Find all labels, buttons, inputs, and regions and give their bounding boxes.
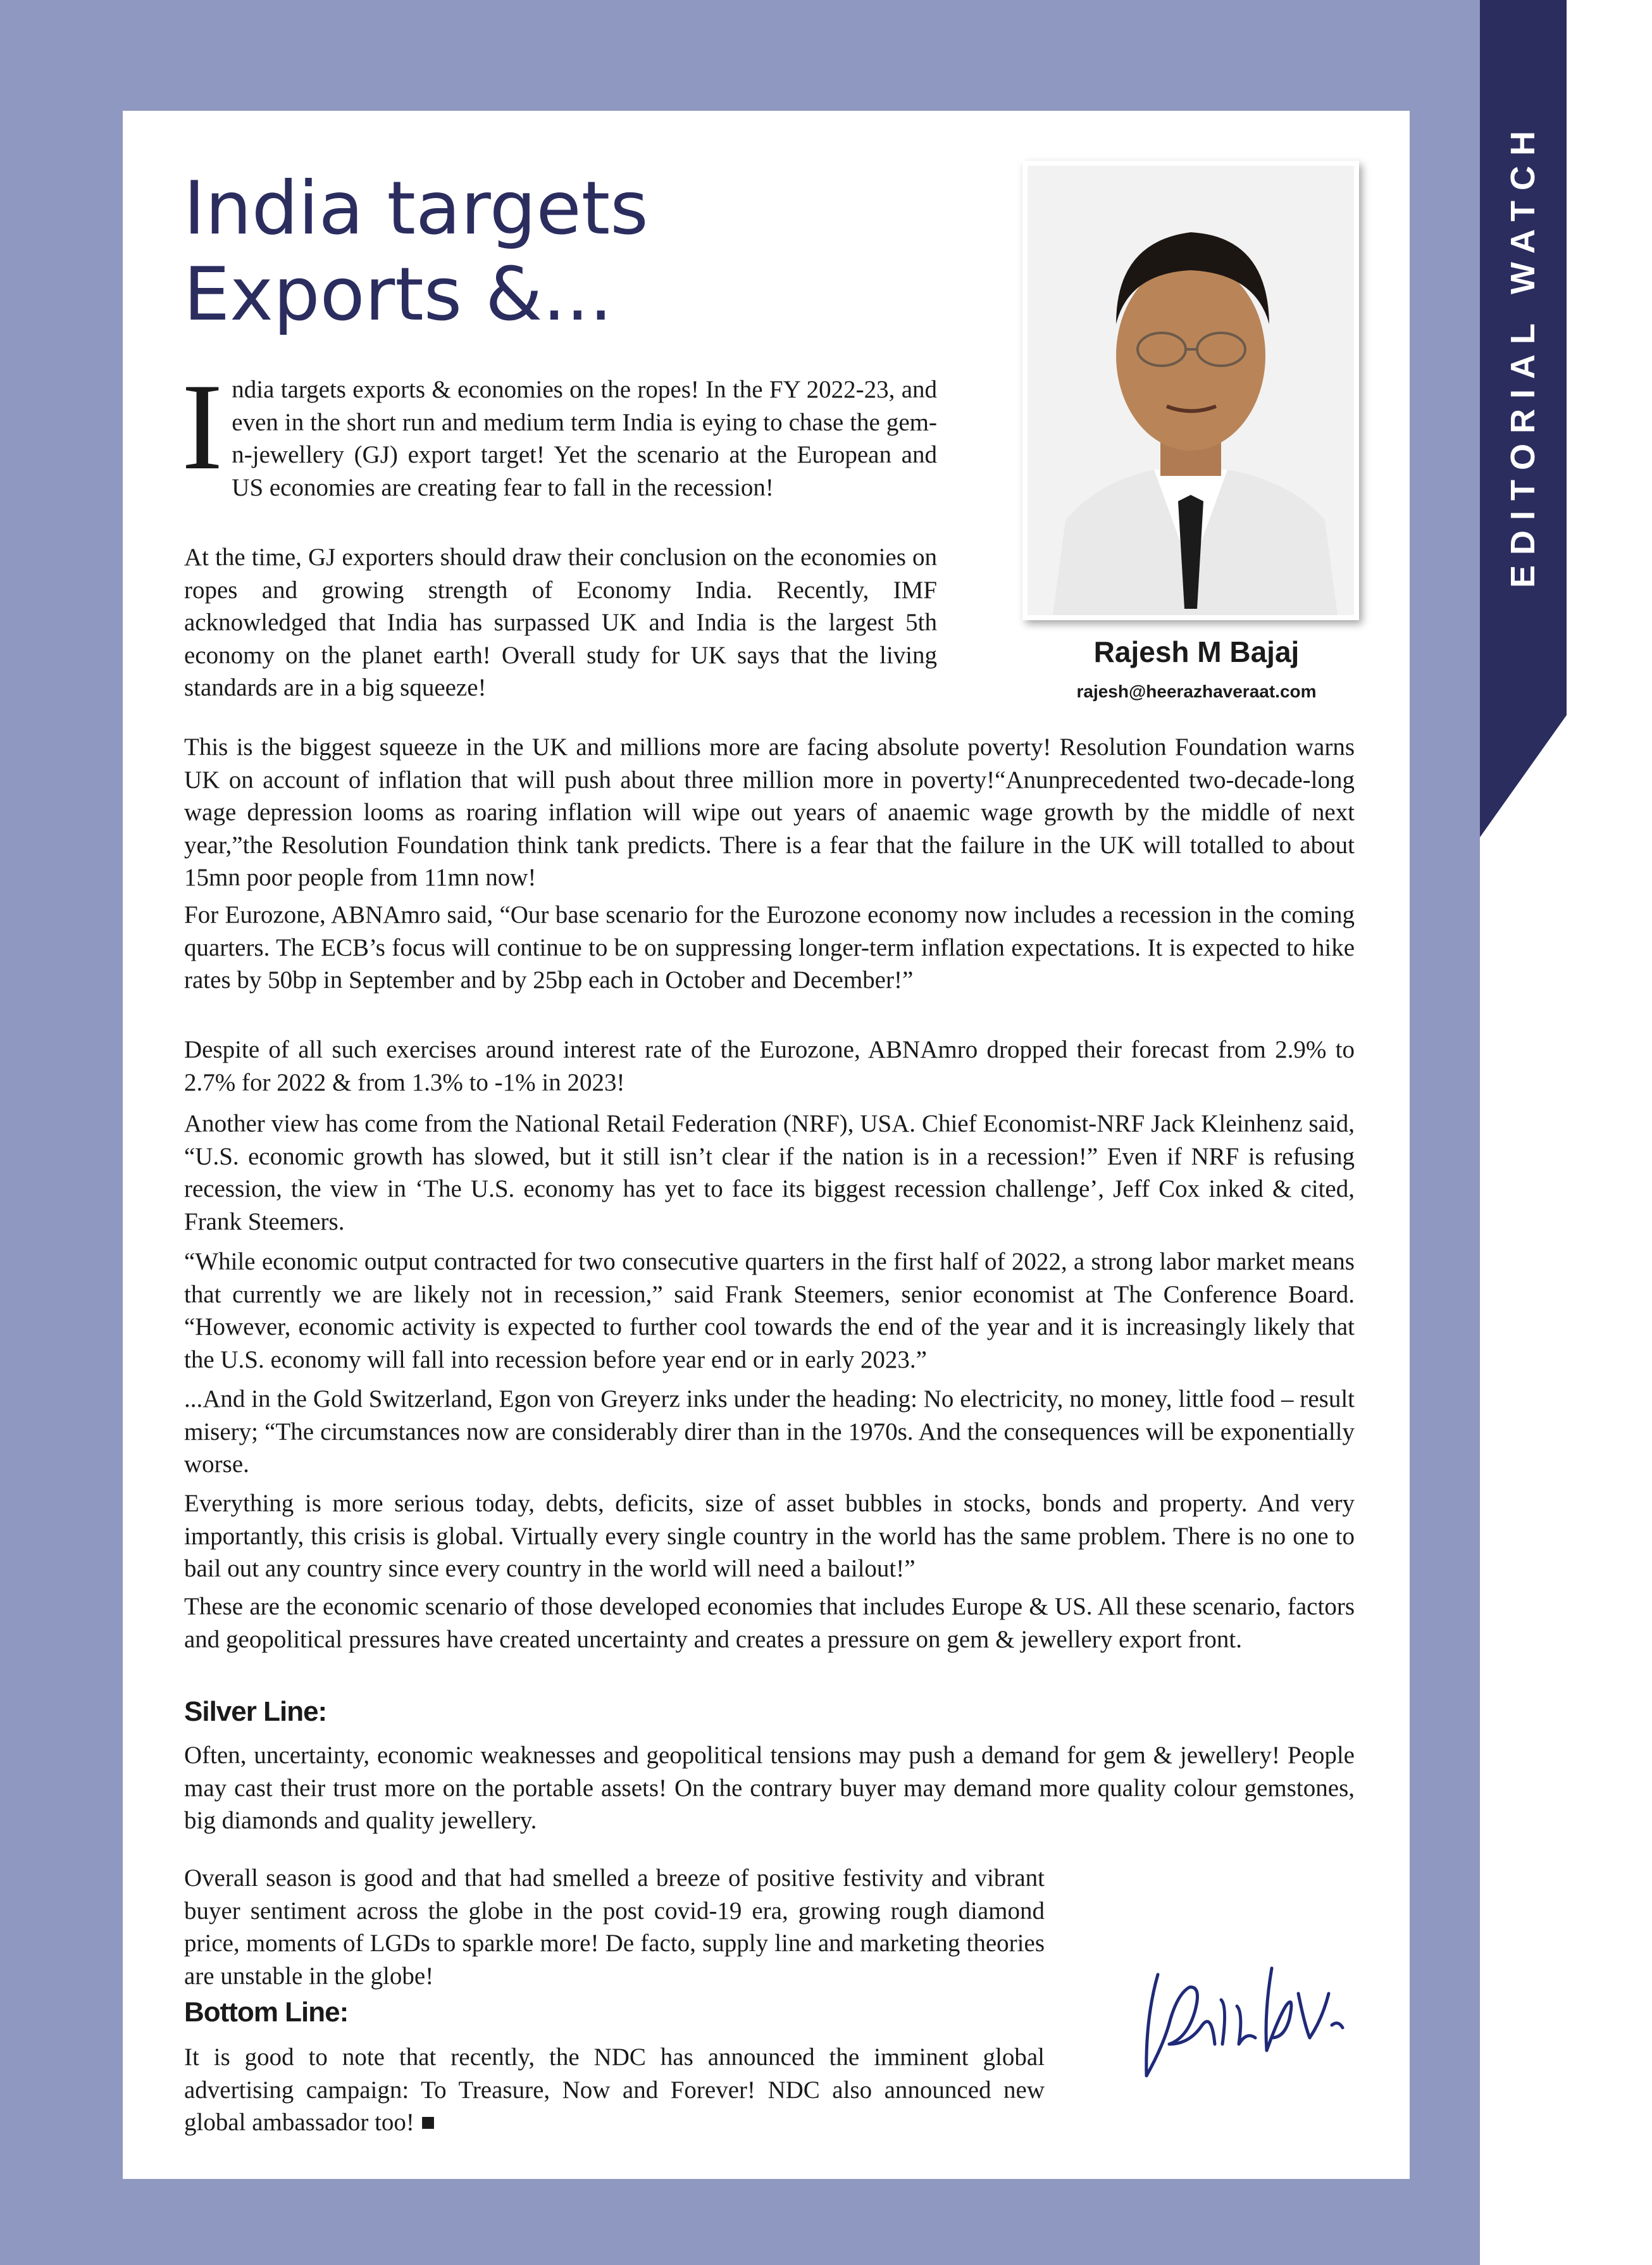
article-title [183, 166, 740, 338]
title-line-2: Exports &... [183, 252, 613, 337]
article-paragraph: Often, uncertainty, economic weaknesses and geopolitical tensions may push a demand for gem & jewellery! People may cast their trust more on the portable assets! On the contrary buyer may demand more quality colour gemstones, big diamonds and quality jewellery. [184, 1742, 1355, 1834]
title-line-1: India targets [183, 166, 649, 251]
subheading-bottom-line: Bottom Line: [184, 1997, 349, 2028]
section-label: EDITORIAL WATCH [1504, 121, 1542, 588]
author-portrait-illustration [1028, 166, 1354, 615]
article-paragraph: For Eurozone, ABNAmro said, “Our base scenario for the Eurozone economy now includes a recession in the coming quarters. The ECB’s focus will continue to be on suppressing longer-term inflation expectations. It is expected to hike rates by 50bp in September and by 25bp each in October and December!” [184, 901, 1355, 994]
drop-cap: I [182, 358, 223, 496]
article-paragraph: Despite of all such exercises around interest rate of the Eurozone, ABNAmro dropped their forecast from 2.9% to 2.7% for 2022 & from 1.3% to -1% in 2023! [184, 1036, 1355, 1096]
article-paragraph: Overall season is good and that had smelled a breeze of positive festivity and vibrant buyer sentiment across the globe in the post covid-19 era, growing rough diamond price, moments of LGDs to sparkle more! De facto, supply line and marketing theories are unstable in the globe! [184, 1864, 1045, 1990]
author-email: rajesh@heerazhaveraat.com [1076, 682, 1317, 701]
author-name: Rajesh M Bajaj [1093, 635, 1300, 668]
author-photo [1022, 161, 1359, 620]
article-paragraph: “While economic output contracted for two consecutive quarters in the first half of 2022, a strong labor market means that currently we are likely not in recession,” said Frank Steemers, senior economist at The Conference Board. “However, economic activity is expected to further cool towards the end of the year and it is increasingly likely that the U.S. economy will fall into recession before year end or in early 2023.” [184, 1248, 1355, 1373]
article-paragraph: ...And in the Gold Switzerland, Egon von Greyerz inks under the heading: No electricity, no money, little food – result misery; “The circumstances now are considerably direr than in the 1970s. And the consequences will be exponentially worse. [184, 1385, 1355, 1478]
author-signature [1120, 1949, 1360, 2088]
subheading-silver-line: Silver Line: [184, 1696, 327, 1727]
article-paragraph: Another view has come from the National Retail Federation (NRF), USA. Chief Economist-NRF Jack Kleinhenz said, “U.S. economic growth has slowed, but it still isn’t clear if the nation is in a recession!” Even if NRF is refusing recession, the view in ‘The U.S. economy has yet to face its biggest recession challenge’, Jeff Cox inked & cited, Frank Steemers. [184, 1110, 1355, 1235]
article-paragraph: These are the economic scenario of those developed economies that includes Europe & US. All these scenario, factors and geopolitical pressures have created uncertainty and creates a pressure on gem & jewellery export front. [184, 1593, 1355, 1653]
article-paragraph: This is the biggest squeeze in the UK and millions more are facing absolute poverty! Resolution Foundation warns UK on account of inflation that will push about three million more in poverty!“Anunprecedented two-decade-long wage depression looms as roaring inflation will wipe out years of anaemic wage growth by the middle of next year,”the Resolution Foundation think tank predicts. There is a fear that the failure in the UK will totalled to about 15mn poor people from 11mn now! [184, 733, 1355, 891]
article-paragraph: Everything is more serious today, debts, deficits, size of asset bubbles in stocks, bonds and property. And very importantly, this crisis is global. Virtually every single country in the world has the same problem. There is no one to bail out any country since every country in the world will need a bailout!” [184, 1490, 1355, 1582]
article-paragraph [182, 358, 937, 504]
article-paragraph: At the time, GJ exporters should draw their conclusion on the economies on ropes and growing strength of Economy India. Recently, IMF acknowledged that India has surpassed UK and India is the largest 5th economy on the planet earth! Overall study for UK says that the living standards are in a big squeeze! [184, 544, 937, 701]
paragraph-text: ndia targets exports & economies on the ropes! In the FY 2022-23, and even in the short run and medium term India is eying to chase the gem-n-jewellery (GJ) export target! Yet the scenario at the European and US economies are creating fear to fall in the recession! [232, 376, 937, 501]
article-paragraph: It is good to note that recently, the NDC has announced the imminent global advertising campaign: To Treasure, Now and Forever! NDC also announced new global ambassador too! ■ [184, 2043, 1045, 2136]
